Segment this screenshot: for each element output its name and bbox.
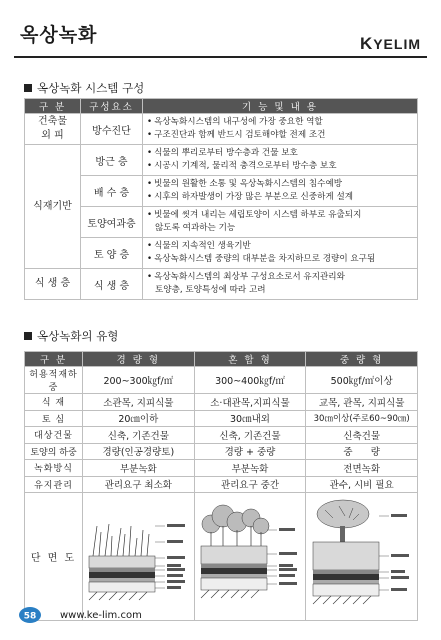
description-cell: • 식물의 지속적인 생육기반 • 옥상녹화시스템 중량의 대부분을 차지하므로 경량이 요구됨 [143,238,418,269]
page-number: 58 [23,611,37,622]
description-cell: • 옥상녹화시스템의 최상부 구성요소로서 유지관리와 토양층, 토양특성에 따라 고려 [143,269,418,300]
table-row [25,176,418,207]
system-composition-table [24,98,418,300]
row-label: 토양의 하중 [25,443,83,460]
green-roof-types-table [24,351,418,621]
category-cell: 식재기반 [25,145,81,269]
section2-heading-text: 옥상녹화의 유형 [37,329,119,343]
table-cell: 신축건물 [306,427,418,444]
table-cell: 신축, 기존건물 [83,427,195,444]
component-cell: 배 수 층 [81,176,143,207]
table-cell: 중 량 [306,443,418,460]
table-cell: 20㎝이하 [83,410,195,427]
leaf-icon [18,606,42,624]
table-row [25,269,418,300]
table-row [25,410,418,427]
category-cell: 식 생 층 [25,269,81,300]
table-row [25,443,418,460]
table-row [25,493,418,621]
description-cell: • 빗물의 원활한 소통 및 옥상녹화시스템의 침수예방 • 시후의 하자발생이 가장 많은 부분으로 신중하게 설계 [143,176,418,207]
section2-heading [24,328,118,344]
table-row [25,114,418,145]
table-cell: 200~300㎏f/㎡ [83,367,195,394]
table-cell: 300~400㎏f/㎡ [194,367,306,394]
page-title: 옥상녹화 [20,24,98,46]
table-header-row [25,352,418,367]
table-cell: 부분녹화 [194,460,306,477]
component-cell: 방근 층 [81,145,143,176]
row-label: 대상건물 [25,427,83,444]
component-cell: 토양여과층 [81,207,143,238]
table-cell: 부분녹화 [83,460,195,477]
bullet-square-icon [24,332,32,340]
table-cell: 신축, 기존건물 [194,427,306,444]
table-row [25,145,418,176]
component-cell: 토 양 층 [81,238,143,269]
component-cell: 식 생 층 [81,269,143,300]
mixed-section-diagram [197,496,303,618]
column-header: 기 능 및 내 용 [143,99,418,114]
table-cell: 관리요구 최소화 [83,476,195,493]
description-cell: • 옥상녹화시스템의 내구성에 가장 중요한 역할 • 구조진단과 함께 반드시 검토해야할 전제 조건 [143,114,418,145]
table-cell: 30㎝내외 [194,410,306,427]
column-header: 경 량 형 [83,352,195,367]
row-label: 허용적재하중 [25,367,83,394]
column-header: 구성요소 [81,99,143,114]
table-row [25,207,418,238]
table-cell: 교목, 관목, 지피식물 [306,394,418,411]
table-cell: 500㎏f/㎡이상 [306,367,418,394]
description-cell: • 식물의 뿌리로부터 방수층과 건물 보호 • 시공시 기계적, 물리적 충격으로부터 방수층 보호 [143,145,418,176]
row-label: 유지관리 [25,476,83,493]
table-header-row [25,99,418,114]
table-row [25,394,418,411]
bullet-square-icon [24,84,32,92]
description-cell: • 빗물에 씻겨 내리는 세립토양이 시스템 하부로 유출되지 않도록 여과하는 기능 [143,207,418,238]
component-cell: 방수진단 [81,114,143,145]
diagram-cell [306,493,418,621]
diagram-cell [194,493,306,621]
column-header: 혼 합 형 [194,352,306,367]
category-cell: 건축물 외 피 [25,114,81,145]
page-number-badge [18,606,42,624]
row-label: 토 심 [25,410,83,427]
table-cell: 관수, 시비 필요 [306,476,418,493]
diagram-cell [83,493,195,621]
column-header: 구 분 [25,352,83,367]
table-cell: 관리요구 중간 [194,476,306,493]
table-cell: 전면녹화 [306,460,418,477]
table-cell: 30㎝이상(주로60~90㎝) [306,410,418,427]
column-header: 구 분 [25,99,81,114]
section1-heading [24,80,144,96]
footer-url[interactable]: www.ke-lim.com [60,610,142,621]
title-divider [14,56,427,58]
row-label: 식 재 [25,394,83,411]
row-label: 녹화방식 [25,460,83,477]
table-cell: 소관목, 지피식물 [83,394,195,411]
heavyweight-section-diagram [309,496,415,618]
table-cell: 소·대관목,지피식물 [194,394,306,411]
table-row [25,427,418,444]
table-row [25,367,418,394]
lightweight-section-diagram [85,496,191,618]
table-cell: 경량 + 중량 [194,443,306,460]
company-logo: KYELIM [359,34,421,53]
table-row [25,476,418,493]
table-row [25,238,418,269]
section1-heading-text: 옥상녹화 시스템 구성 [37,81,145,95]
row-label: 단 면 도 [25,493,83,621]
table-cell: 경량(인공경량토) [83,443,195,460]
table-row [25,460,418,477]
column-header: 중 량 형 [306,352,418,367]
